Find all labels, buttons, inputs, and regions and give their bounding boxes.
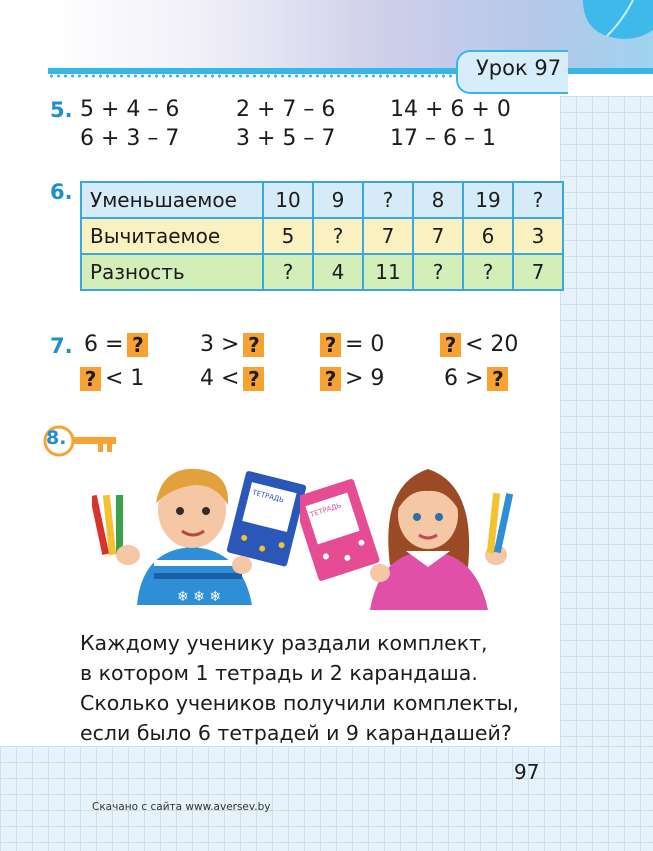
table-cell: 3 — [513, 218, 563, 254]
table-cell: 7 — [513, 254, 563, 290]
comparison-right: > 9 — [345, 366, 385, 391]
expression: 5 + 4 – 6 — [80, 97, 180, 122]
comparison — [200, 332, 264, 357]
table-row-minuend — [81, 182, 563, 218]
table-cell: ? — [463, 254, 513, 290]
answer-box[interactable]: ? — [127, 333, 148, 357]
lesson-title: Урок 97 — [476, 56, 562, 80]
grid-background-right — [560, 96, 653, 756]
table-cell: 11 — [363, 254, 413, 290]
girl-illustration — [300, 455, 530, 615]
table-cell: 5 — [263, 218, 313, 254]
table-cell: 19 — [463, 182, 513, 218]
expression: 6 + 3 – 7 — [80, 126, 180, 151]
answer-box[interactable]: ? — [487, 367, 508, 391]
page-curl-decoration — [563, 0, 653, 44]
problem-line: Сколько учеников получили комплекты, — [80, 691, 520, 715]
expression: 2 + 7 – 6 — [236, 97, 336, 122]
row-label: Уменьшаемое — [81, 182, 263, 218]
problem-line: Каждому ученику раздали комплект, — [80, 631, 488, 655]
comparison-left: 6 > — [444, 366, 484, 391]
answer-box[interactable]: ? — [80, 367, 101, 391]
answer-box[interactable]: ? — [320, 367, 341, 391]
table-cell: 9 — [313, 182, 363, 218]
comparison — [80, 366, 144, 391]
comparison — [320, 332, 384, 357]
row-label: Вычитаемое — [81, 218, 263, 254]
table-cell: 6 — [463, 218, 513, 254]
table-cell: ? — [513, 182, 563, 218]
problem-line: если было 6 тетрадей и 9 карандашей? — [80, 721, 512, 745]
boy-illustration — [92, 455, 307, 615]
table-row-subtrahend — [81, 218, 563, 254]
exercise-5-number: 5. — [50, 98, 73, 122]
answer-box[interactable]: ? — [243, 367, 264, 391]
header-dotted-rule — [48, 74, 468, 78]
expression: 17 – 6 – 1 — [390, 126, 496, 151]
comparison-left: 3 > — [200, 332, 240, 357]
table-cell: ? — [363, 182, 413, 218]
comparison-right: < 20 — [465, 332, 519, 357]
expression: 14 + 6 + 0 — [390, 97, 511, 122]
table-cell: 8 — [413, 182, 463, 218]
table-cell: 10 — [263, 182, 313, 218]
comparison-left: 6 = — [84, 332, 124, 357]
comparison-right: = 0 — [345, 332, 385, 357]
table-cell: ? — [263, 254, 313, 290]
table-row-difference — [81, 254, 563, 290]
expression: 3 + 5 – 7 — [236, 126, 336, 151]
answer-box[interactable]: ? — [320, 333, 341, 357]
grid-background-bottom — [0, 746, 653, 851]
row-label: Разность — [81, 254, 263, 290]
download-credit: Скачано с сайта www.aversev.by — [92, 801, 271, 813]
problem-line: в котором 1 тетрадь и 2 карандаша. — [80, 661, 478, 685]
table-cell: 7 — [363, 218, 413, 254]
table-cell: ? — [313, 218, 363, 254]
page-number: 97 — [514, 760, 540, 784]
comparison — [200, 366, 264, 391]
comparison — [444, 366, 508, 391]
table-cell: 4 — [313, 254, 363, 290]
table-cell: 7 — [413, 218, 463, 254]
comparison — [320, 366, 384, 391]
word-problem — [80, 628, 519, 748]
comparison — [84, 332, 148, 357]
comparison — [440, 332, 518, 357]
answer-box[interactable]: ? — [243, 333, 264, 357]
table-cell: ? — [413, 254, 463, 290]
comparison-left: 4 < — [200, 366, 240, 391]
exercise-7-number: 7. — [50, 334, 73, 358]
svg-text:❄ ❄ ❄: ❄ ❄ ❄ — [177, 589, 222, 605]
subtraction-table — [80, 181, 564, 291]
exercise-8-number: 8. — [46, 427, 67, 449]
exercise-6-number: 6. — [50, 180, 73, 204]
comparison-right: < 1 — [105, 366, 145, 391]
notebook-label: ТЕТРАДЬ — [251, 488, 285, 505]
answer-box[interactable]: ? — [440, 333, 461, 357]
notebook-label: ТЕТРАДЬ — [309, 501, 343, 519]
